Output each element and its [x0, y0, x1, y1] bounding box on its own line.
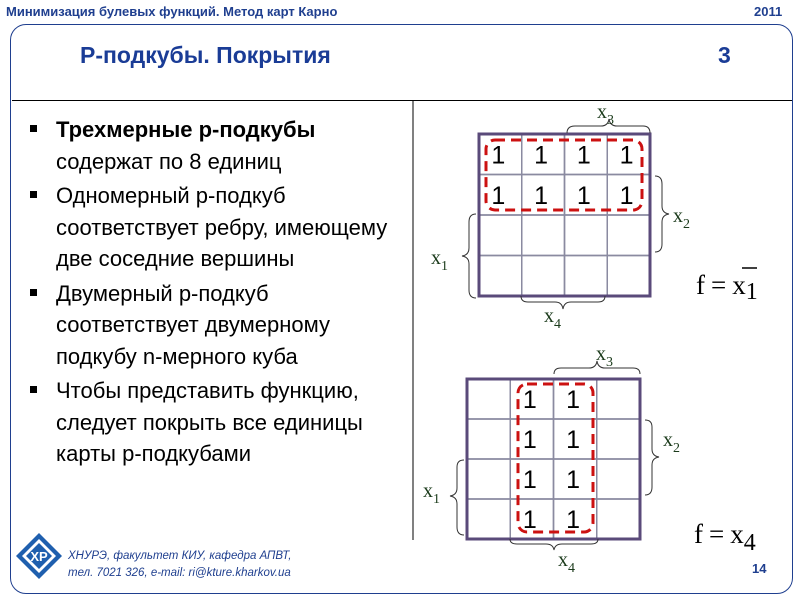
kmap-1-formula: f = x1	[696, 270, 758, 305]
kmap-cell-value: 1	[522, 386, 537, 414]
kmap-cell-value: 1	[491, 141, 506, 170]
slide-number: 3	[718, 42, 731, 68]
kmap-2	[423, 343, 756, 576]
kmap-cell-value: 1	[491, 181, 506, 210]
kmap-2-var-right: $x_2$	[663, 429, 680, 456]
kmap-2-brace-bottom	[510, 539, 598, 550]
kmap-cell	[467, 419, 510, 459]
bullet-text: Одномерный р-подкуб соответствует ребру, имеющему две соседние вершины	[56, 183, 388, 271]
kmap-cell	[467, 459, 510, 499]
svg-text:ХР: ХР	[30, 549, 48, 564]
kmap-cell	[522, 256, 565, 297]
footer-line-2: тел. 7021 326, e-mail: ri@kture.kharkov.ua	[68, 567, 291, 579]
kmap-cell	[479, 256, 522, 297]
kmap-2-var-top: $x_3$	[596, 343, 613, 370]
kmap-1-brace-left	[462, 214, 476, 298]
university-logo-icon	[14, 531, 64, 581]
kmap-cell-value: 1	[619, 141, 634, 170]
slide-title: P-подкубы. Покрытия	[80, 42, 331, 68]
kmap-cell	[597, 379, 640, 419]
bullet-text: содержат по 8 единиц	[56, 148, 282, 174]
header-year: 2011	[754, 4, 783, 19]
kmap-cell-value: 1	[522, 466, 537, 494]
kmap-cell	[607, 215, 650, 256]
kmap-cell	[597, 419, 640, 459]
kmap-cell	[467, 379, 510, 419]
kmap-cell	[522, 215, 565, 256]
kmap-cell-value: 1	[534, 181, 549, 210]
kmap-1-cells	[479, 134, 650, 296]
kmap-1-var-left: $x_1$	[431, 247, 448, 274]
kmap-cell	[597, 459, 640, 499]
kmap-cell-value: 1	[576, 181, 591, 210]
kmap-cell-value: 1	[566, 386, 581, 414]
kmap-1-var-top: $x_3$	[597, 101, 614, 128]
kmap-cell-value: 1	[619, 181, 634, 210]
kmap-1-var-right: $x_2$	[673, 205, 690, 232]
kmap-cell-value: 1	[566, 506, 581, 534]
footer-line-1: ХНУРЭ, факультет КИУ, кафедра АПВТ,	[68, 550, 292, 562]
kmap-cell-value: 1	[566, 426, 581, 454]
kmap-cell	[607, 256, 650, 297]
kmap-cell	[565, 256, 608, 297]
kmap-cell	[597, 499, 640, 539]
kmap-cell-value: 1	[534, 141, 549, 170]
kmap-cell-value: 1	[566, 466, 581, 494]
kmap-2-var-left: $x_1$	[423, 480, 440, 507]
kmap-2-formula: f = x4	[694, 519, 756, 556]
footer-text	[68, 548, 291, 582]
kmap-2-brace-left	[450, 460, 464, 535]
kmap-cell	[565, 215, 608, 256]
kmap-1-var-bottom: $x_4$	[544, 305, 561, 332]
bullet-bold-text: Трехмерные р-подкубы	[56, 117, 316, 142]
kmap-cell-value: 1	[576, 141, 591, 170]
kmap-cell-value: 1	[522, 506, 537, 534]
kmap-1-brace-bottom	[521, 296, 605, 309]
kmap-2-cells	[467, 379, 640, 539]
bullet-text: Чтобы представить функцию, следует покрыть все единицы карты р-подкубами	[56, 378, 363, 466]
bullet-text: Двумерный р-подкуб соответствует двумерному подкубу n-мерного куба	[56, 280, 330, 369]
kmap-cell-value: 1	[522, 426, 537, 454]
kmap-2-brace-right	[645, 420, 659, 495]
kmap-cell	[467, 499, 510, 539]
kmap-2-var-bottom: $x_4$	[558, 549, 575, 576]
course-title: Минимизация булевых функций. Метод карт Карно	[6, 4, 338, 19]
kmap-1-brace-right	[655, 176, 669, 252]
page-number: 14	[752, 561, 767, 576]
kmap-1	[431, 101, 758, 332]
kmap-cell	[479, 215, 522, 256]
